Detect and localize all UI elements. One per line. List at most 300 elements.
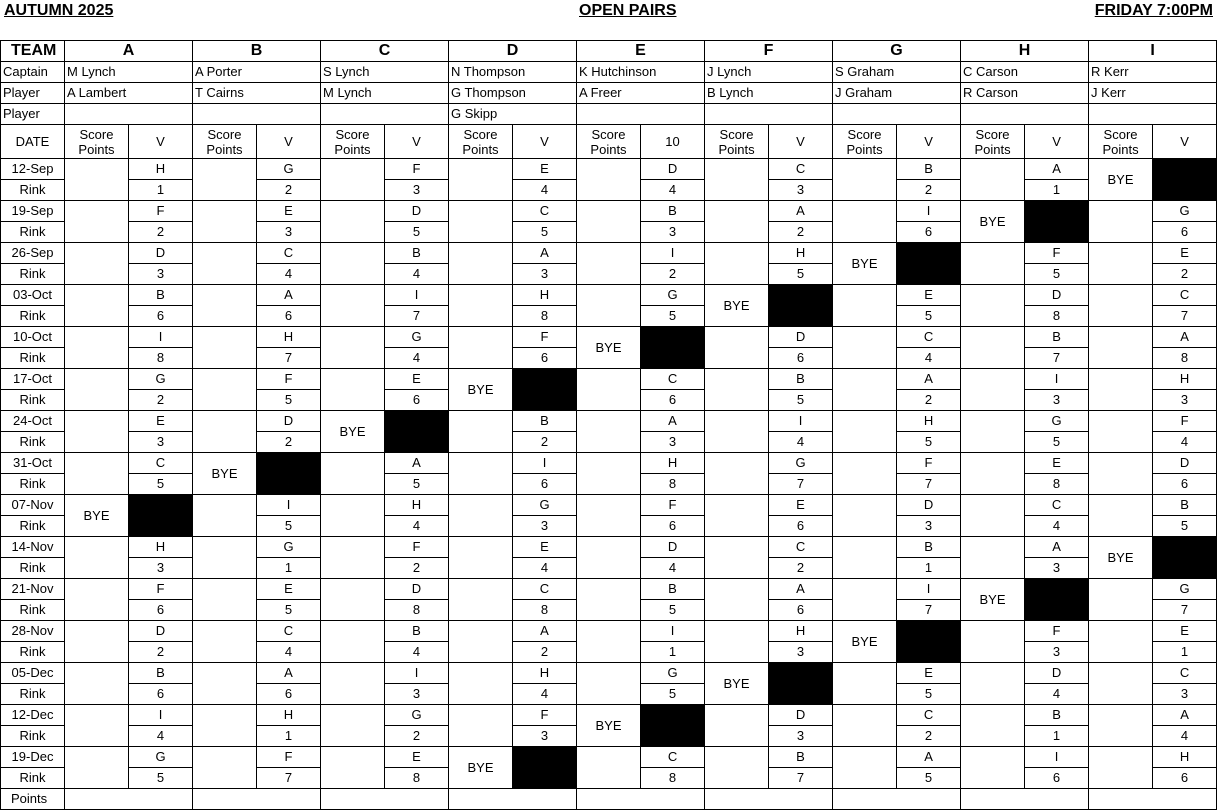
score-cell[interactable] [833,537,897,579]
score-cell[interactable] [1089,243,1153,285]
score-cell[interactable] [449,495,513,537]
opponent-cell: D [897,495,961,516]
rink-label: Rink [1,222,65,243]
score-cell[interactable] [193,663,257,705]
fixture-date-row [1,579,1217,600]
score-cell[interactable] [961,285,1025,327]
rink-number-cell: 7 [1025,348,1089,369]
bye-blackout-cell [769,663,833,705]
score-cell[interactable] [321,453,385,495]
score-cell[interactable] [961,537,1025,579]
points-total-cell[interactable] [833,789,961,810]
score-cell[interactable] [705,747,769,789]
score-cell[interactable] [193,369,257,411]
team-letter-c: C [321,41,449,62]
season-title: AUTUMN 2025 [4,2,114,19]
fixture-date-row [1,327,1217,348]
rink-number-cell: 3 [769,726,833,747]
rink-label: Rink [1,390,65,411]
score-cell[interactable] [961,369,1025,411]
opponent-cell: E [513,537,577,558]
fixture-date: 03-Oct [1,285,65,306]
score-cell[interactable] [705,159,769,201]
score-cell[interactable] [65,411,129,453]
rink-number-cell: 6 [769,516,833,537]
score-cell[interactable] [449,621,513,663]
score-cell[interactable] [833,327,897,369]
score-cell[interactable] [65,747,129,789]
opponent-cell: C [897,327,961,348]
opponent-cell: D [769,705,833,726]
score-cell[interactable] [321,747,385,789]
opponent-cell: F [257,747,321,768]
score-cell[interactable] [577,201,641,243]
rink-number-cell: 7 [769,474,833,495]
opponent-cell: A [1025,537,1089,558]
score-cell[interactable] [193,579,257,621]
rink-number-cell: 3 [769,180,833,201]
rink-number-cell: 5 [129,474,193,495]
rink-number-cell: 3 [1025,390,1089,411]
rink-number-cell: 4 [513,180,577,201]
opponent-cell: I [257,495,321,516]
score-cell[interactable] [961,705,1025,747]
versus-header: V [897,125,961,159]
score-cell[interactable] [577,369,641,411]
rink-number-cell: 5 [897,768,961,789]
team-i-player2-blank [1153,104,1217,125]
team-i-player1-blank [1153,83,1217,104]
opponent-cell: H [257,705,321,726]
bye-blackout-cell [257,453,321,495]
rink-number-cell: 6 [129,306,193,327]
rink-number-cell: 4 [641,558,705,579]
score-cell[interactable] [449,663,513,705]
score-cell[interactable] [321,369,385,411]
score-cell[interactable] [449,579,513,621]
score-points-header [1089,125,1153,159]
opponent-cell: E [513,159,577,180]
score-cell[interactable] [193,159,257,201]
score-cell[interactable] [833,159,897,201]
score-cell[interactable] [961,411,1025,453]
bye-label: BYE [577,327,641,369]
fixture-date-row [1,369,1217,390]
rink-number-cell: 2 [769,222,833,243]
points-label: Points [1102,141,1139,157]
rink-label: Rink [1,432,65,453]
score-cell[interactable] [961,453,1025,495]
score-points-header [65,125,129,159]
rink-label: Rink [1,768,65,789]
score-cell[interactable] [705,327,769,369]
opponent-cell: D [769,327,833,348]
opponent-cell: B [129,663,193,684]
rink-number-cell: 4 [1153,432,1217,453]
score-cell[interactable] [321,621,385,663]
rink-number-cell: 3 [1025,642,1089,663]
score-cell[interactable] [449,453,513,495]
score-cell[interactable] [65,663,129,705]
opponent-cell: B [1025,327,1089,348]
score-cell[interactable] [833,201,897,243]
score-cell[interactable] [321,285,385,327]
opponent-cell: G [257,537,321,558]
score-cell[interactable] [1089,579,1153,621]
bye-blackout-cell [1025,201,1089,243]
team-a-player1-blank [129,83,193,104]
opponent-cell: C [769,537,833,558]
team-e-player1-blank [641,83,705,104]
fixture-date-row [1,705,1217,726]
score-cell[interactable] [577,411,641,453]
rink-number-cell: 2 [129,642,193,663]
rink-number-cell: 5 [897,684,961,705]
score-cell[interactable] [1089,495,1153,537]
score-cell[interactable] [1089,327,1153,369]
versus-header: V [769,125,833,159]
score-cell[interactable] [961,621,1025,663]
score-cell[interactable] [193,327,257,369]
score-cell[interactable] [65,537,129,579]
fixture-date-row [1,453,1217,474]
opponent-cell: B [641,201,705,222]
opponent-cell: F [385,159,449,180]
opponent-cell: I [641,621,705,642]
fixture-date-row [1,663,1217,684]
points-total-cell[interactable] [193,789,321,810]
rink-number-cell: 2 [513,432,577,453]
opponent-cell: C [1153,285,1217,306]
team-header-row [1,41,1217,62]
score-cell[interactable] [705,705,769,747]
rink-number-cell: 4 [129,726,193,747]
rink-number-cell: 1 [129,180,193,201]
score-cell[interactable] [321,705,385,747]
team-letter-i: I [1089,41,1217,62]
fixture-date-row [1,411,1217,432]
opponent-cell: C [129,453,193,474]
rink-label: Rink [1,474,65,495]
score-cell[interactable] [65,453,129,495]
team-letter-h: H [961,41,1089,62]
score-cell[interactable] [833,369,897,411]
bye-blackout-cell [1153,537,1217,579]
score-cell[interactable] [577,663,641,705]
score-cell[interactable] [321,243,385,285]
opponent-cell: H [513,663,577,684]
rink-number-cell: 3 [641,222,705,243]
score-cell[interactable] [1089,285,1153,327]
rink-number-cell: 6 [385,390,449,411]
rink-number-cell: 4 [1153,726,1217,747]
score-cell[interactable] [193,621,257,663]
score-cell[interactable] [833,285,897,327]
score-cell[interactable] [705,369,769,411]
team-h-captain-blank [1025,62,1089,83]
versus-header: V [1025,125,1089,159]
score-cell[interactable] [577,621,641,663]
score-cell[interactable] [321,327,385,369]
score-cell[interactable] [65,243,129,285]
team-c-player1-blank [385,83,449,104]
rink-number-cell: 7 [897,474,961,495]
score-cell[interactable] [577,243,641,285]
points-label: Points [846,141,883,157]
team-h-player2 [961,104,1025,125]
score-cell[interactable] [65,621,129,663]
score-cell[interactable] [833,579,897,621]
column-header-row [1,125,1217,159]
score-cell[interactable] [1089,747,1153,789]
score-cell[interactable] [577,495,641,537]
score-cell[interactable] [961,663,1025,705]
versus-header: V [129,125,193,159]
opponent-cell: G [385,705,449,726]
time-title: FRIDAY 7:00PM [1094,2,1213,19]
score-cell[interactable] [577,453,641,495]
score-cell[interactable] [449,327,513,369]
rink-number-cell: 8 [1025,474,1089,495]
score-cell[interactable] [65,201,129,243]
score-cell[interactable] [321,579,385,621]
score-cell[interactable] [705,201,769,243]
opponent-cell: I [129,705,193,726]
team-g-captain: S Graham [833,62,897,83]
score-cell[interactable] [321,201,385,243]
rink-number-cell: 5 [1025,264,1089,285]
team-f-player2-blank [769,104,833,125]
opponent-cell: B [641,579,705,600]
score-cell[interactable] [577,159,641,201]
score-cell[interactable] [321,537,385,579]
rink-number-cell: 5 [641,306,705,327]
score-cell[interactable] [321,159,385,201]
score-cell[interactable] [833,705,897,747]
fixture-date: 28-Nov [1,621,65,642]
rink-number-cell: 5 [385,474,449,495]
opponent-cell: F [129,201,193,222]
rink-number-cell: 1 [257,558,321,579]
score-cell[interactable] [833,495,897,537]
points-total-cell[interactable] [449,789,577,810]
rink-number-cell: 5 [257,390,321,411]
team-e-player2 [577,104,641,125]
score-cell[interactable] [449,705,513,747]
fixture-date: 05-Dec [1,663,65,684]
rink-number-cell: 8 [641,474,705,495]
score-cell[interactable] [1089,705,1153,747]
score-cell[interactable] [833,411,897,453]
score-cell[interactable] [705,243,769,285]
score-cell[interactable] [833,747,897,789]
score-cell[interactable] [65,327,129,369]
points-total-cell[interactable] [65,789,193,810]
rink-label: Rink [1,642,65,663]
opponent-cell: H [769,621,833,642]
score-cell[interactable] [449,411,513,453]
rink-number-cell: 3 [385,684,449,705]
rink-number-cell: 3 [385,180,449,201]
team-f-player1: B Lynch [705,83,769,104]
opponent-cell: F [513,327,577,348]
opponent-cell: B [385,621,449,642]
team-d-captain: N Thompson [449,62,513,83]
score-cell[interactable] [961,747,1025,789]
score-cell[interactable] [65,579,129,621]
score-cell[interactable] [705,579,769,621]
score-cell[interactable] [193,285,257,327]
score-label: Score [591,126,626,142]
versus-header: V [513,125,577,159]
team-b-captain-blank [257,62,321,83]
score-cell[interactable] [193,495,257,537]
opponent-cell: A [1025,159,1089,180]
score-cell[interactable] [705,537,769,579]
rink-number-cell: 8 [385,768,449,789]
score-cell[interactable] [321,495,385,537]
score-cell[interactable] [1089,369,1153,411]
rink-number-cell: 7 [897,600,961,621]
opponent-cell: F [897,453,961,474]
score-cell[interactable] [193,201,257,243]
opponent-cell: D [385,579,449,600]
score-cell[interactable] [449,285,513,327]
score-cell[interactable] [577,747,641,789]
score-cell[interactable] [321,663,385,705]
bye-label: BYE [961,201,1025,243]
score-cell[interactable] [577,579,641,621]
opponent-cell: B [129,285,193,306]
score-cell[interactable] [65,285,129,327]
opponent-cell: D [641,537,705,558]
score-cell[interactable] [1089,201,1153,243]
score-cell[interactable] [193,705,257,747]
points-total-cell[interactable] [961,789,1089,810]
score-cell[interactable] [1089,621,1153,663]
team-letter-b: B [193,41,321,62]
fixture-date: 12-Sep [1,159,65,180]
score-cell[interactable] [449,201,513,243]
points-total-cell[interactable] [1089,789,1217,810]
rink-number-cell: 5 [897,432,961,453]
opponent-cell: H [769,243,833,264]
score-cell[interactable] [577,537,641,579]
fixture-date: 21-Nov [1,579,65,600]
opponent-cell: H [513,285,577,306]
score-cell[interactable] [833,453,897,495]
score-cell[interactable] [961,495,1025,537]
score-label: Score [79,126,114,142]
bye-label: BYE [321,411,385,453]
score-cell[interactable] [1089,663,1153,705]
score-cell[interactable] [833,663,897,705]
opponent-cell: F [1025,243,1089,264]
score-cell[interactable] [193,411,257,453]
bye-label: BYE [705,663,769,705]
opponent-cell: A [897,369,961,390]
rink-number-cell: 5 [897,306,961,327]
points-total-cell[interactable] [705,789,833,810]
score-cell[interactable] [193,747,257,789]
opponent-cell: I [897,579,961,600]
rink-number-cell: 5 [769,264,833,285]
rink-number-cell: 6 [641,390,705,411]
points-total-cell[interactable] [577,789,705,810]
opponent-cell: E [897,663,961,684]
score-cell[interactable] [961,243,1025,285]
versus-header: V [1153,125,1217,159]
rink-number-cell: 3 [129,432,193,453]
score-cell[interactable] [449,537,513,579]
rink-number-cell: 1 [1153,642,1217,663]
rink-number-cell: 2 [897,390,961,411]
opponent-cell: D [1025,285,1089,306]
bye-label: BYE [961,579,1025,621]
rink-number-cell: 5 [641,684,705,705]
team-b-player2 [193,104,257,125]
rink-number-cell: 6 [897,222,961,243]
opponent-cell: A [1153,705,1217,726]
score-cell[interactable] [65,705,129,747]
opponent-cell: D [129,243,193,264]
fixture-date-row [1,747,1217,768]
bye-blackout-cell [897,243,961,285]
team-e-player2-blank [641,104,705,125]
rink-number-cell: 4 [1025,516,1089,537]
score-cell[interactable] [1089,453,1153,495]
opponent-cell: B [513,411,577,432]
score-cell[interactable] [961,327,1025,369]
score-label: Score [207,126,242,142]
rink-number-cell: 1 [897,558,961,579]
score-cell[interactable] [705,621,769,663]
score-points-header [449,125,513,159]
rink-number-cell: 4 [385,642,449,663]
team-f-captain: J Lynch [705,62,769,83]
score-cell[interactable] [65,369,129,411]
score-cell[interactable] [65,159,129,201]
team-g-player2-blank [897,104,961,125]
opponent-cell: B [1025,705,1089,726]
score-label: Score [719,126,754,142]
team-e-player1: A Freer [577,83,641,104]
score-cell[interactable] [705,453,769,495]
score-cell[interactable] [193,537,257,579]
fixture-date-row [1,159,1217,180]
points-total-cell[interactable] [321,789,449,810]
opponent-cell: E [257,579,321,600]
rink-number-cell: 6 [641,516,705,537]
score-cell[interactable] [449,243,513,285]
opponent-cell: F [513,705,577,726]
score-cell[interactable] [577,285,641,327]
score-cell[interactable] [705,495,769,537]
score-cell[interactable] [961,159,1025,201]
opponent-cell: H [129,159,193,180]
score-cell[interactable] [705,411,769,453]
opponent-cell: C [897,705,961,726]
opponent-cell: G [769,453,833,474]
opponent-cell: I [129,327,193,348]
score-cell[interactable] [449,159,513,201]
score-cell[interactable] [1089,411,1153,453]
score-cell[interactable] [193,243,257,285]
points-total-row [1,789,1217,810]
versus-header: 10 [641,125,705,159]
rink-number-cell: 5 [769,390,833,411]
fixture-date-row [1,243,1217,264]
